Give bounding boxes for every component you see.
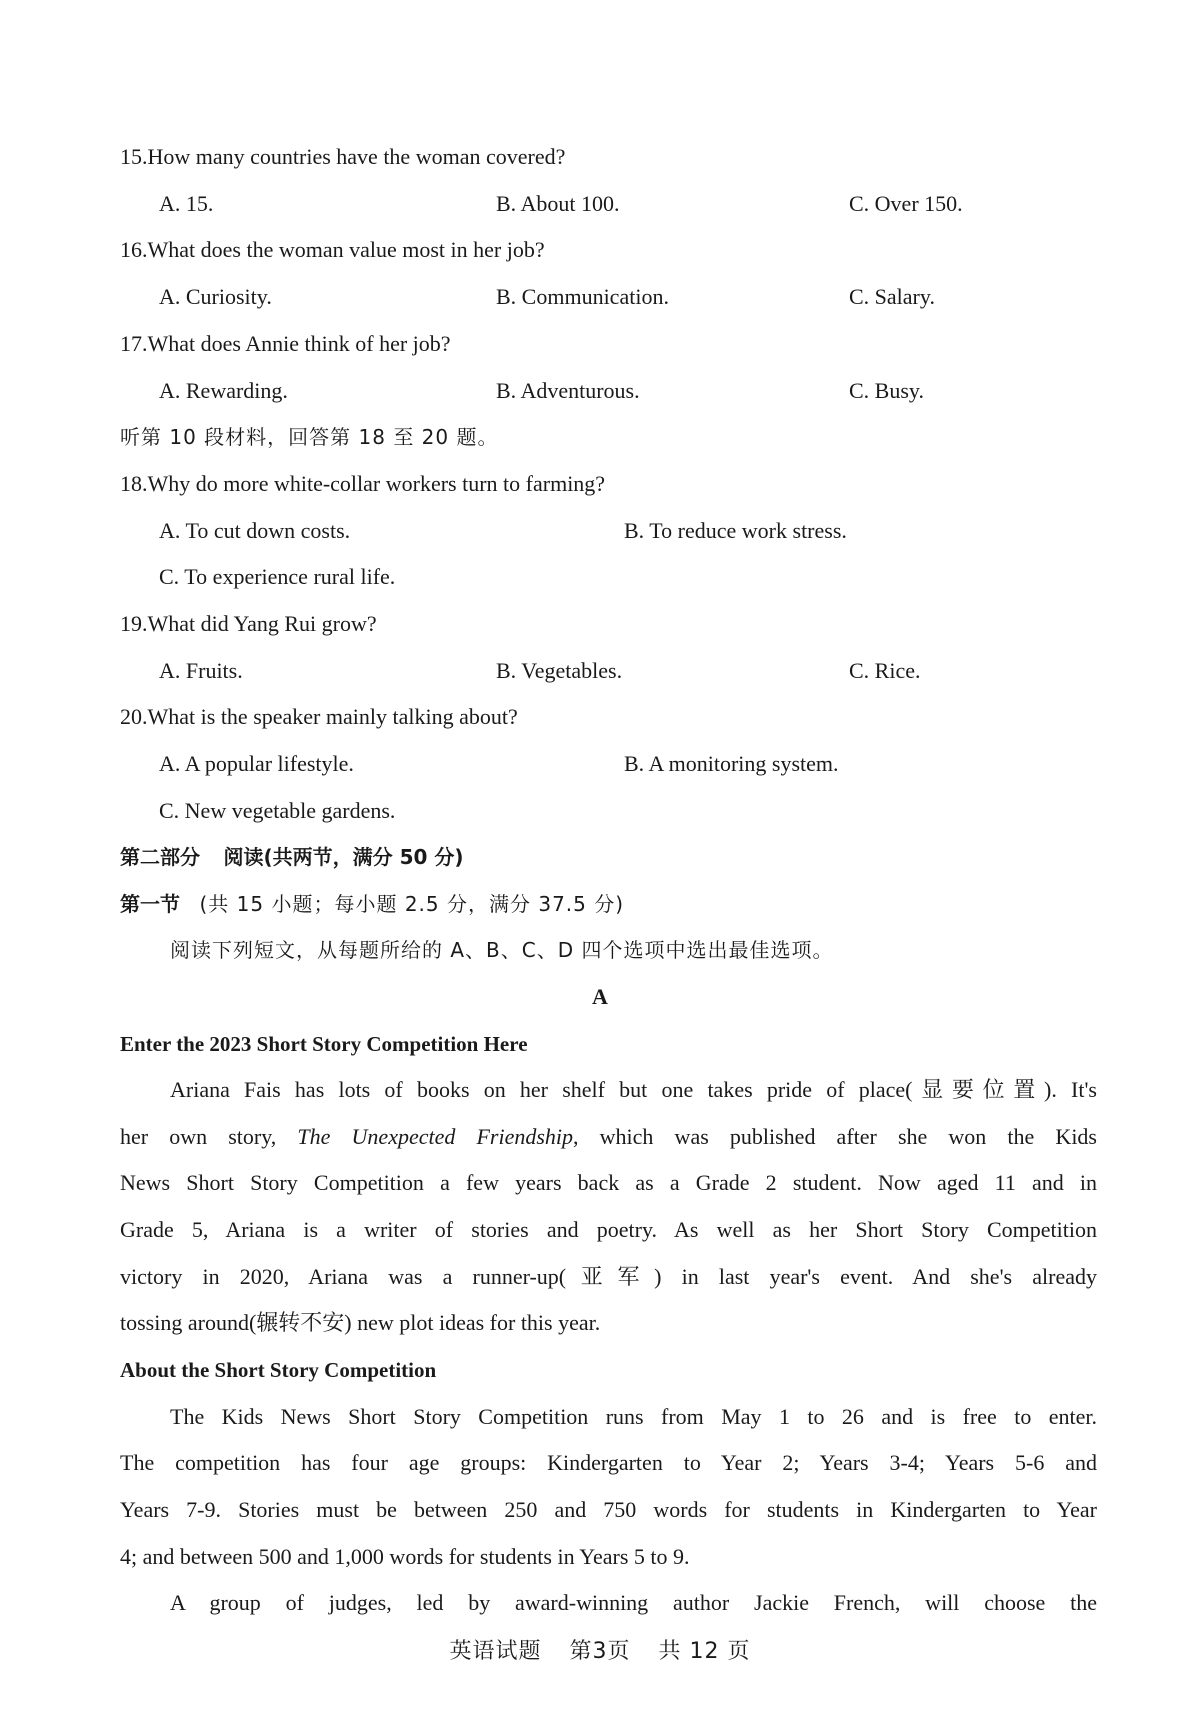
question-text: What did Yang Rui grow?: [147, 611, 377, 636]
paragraph-1-line-3: News Short Story Competition a few years back as a Grade 2 student. Now aged 11 and in: [120, 1170, 1097, 1195]
paragraph-1-line-6: tossing around(辗转不安) new plot ideas for this year.: [120, 1310, 601, 1335]
option-c[interactable]: C. Salary.: [849, 284, 935, 309]
question-number: 18.: [120, 471, 148, 496]
option-c[interactable]: C. Over 150.: [849, 191, 963, 216]
paragraph-1-line-2: [120, 1122, 1097, 1152]
reading-instruction: 阅读下列短文，从每题所给的 A、B、C、D 四个选项中选出最佳选项。: [170, 938, 834, 962]
option-c[interactable]: C. To experience rural life.: [159, 564, 396, 589]
question-number: 20.: [120, 704, 148, 729]
paragraph-1-line-5: victory in 2020, Ariana was a runner-up(亚军) in last year's event. And she's already: [120, 1264, 1097, 1289]
question-number: 16.: [120, 237, 148, 262]
option-b[interactable]: B. Vegetables.: [496, 658, 623, 683]
text-span: her own story,: [120, 1124, 298, 1149]
option-b[interactable]: B. To reduce work stress.: [624, 518, 847, 543]
section-subheading: About the Short Story Competition: [120, 1358, 437, 1382]
question-18: [120, 469, 605, 499]
option-a[interactable]: A. Rewarding.: [159, 378, 288, 403]
passage-label: A: [592, 984, 608, 1009]
story-title: The Unexpected Friendship: [297, 1124, 574, 1149]
option-a[interactable]: A. Fruits.: [159, 658, 243, 683]
option-b[interactable]: B. About 100.: [496, 191, 620, 216]
paragraph-3-line-1: A group of judges, led by award-winning author Jackie French, will choose the: [170, 1590, 1097, 1615]
section-heading: [120, 889, 624, 919]
option-c[interactable]: C. New vegetable gardens.: [159, 798, 396, 823]
question-text: How many countries have the woman covered?: [147, 144, 566, 169]
option-b[interactable]: B. A monitoring system.: [624, 751, 839, 776]
question-16: [120, 235, 545, 265]
option-b[interactable]: B. Communication.: [496, 284, 669, 309]
page-footer: [0, 1637, 1200, 1667]
section-description: (共 15 小题；每小题 2.5 分，满分 37.5 分): [199, 892, 625, 916]
paragraph-2-line-3: Years 7-9. Stories must be between 250 and 750 words for students in Kindergarten to Year: [120, 1497, 1097, 1522]
footer-page-number: 第3页: [569, 1639, 631, 1664]
question-number: 19.: [120, 611, 148, 636]
option-a[interactable]: A. 15.: [159, 191, 214, 216]
paragraph-1-line-1: Ariana Fais has lots of books on her shelf but one takes pride of place(显要位置). It's: [170, 1077, 1097, 1102]
option-c[interactable]: C. Busy.: [849, 378, 924, 403]
part-description: 阅读(共两节，满分 50 分): [223, 845, 464, 869]
question-17: [120, 329, 451, 359]
paragraph-2-line-1: The Kids News Short Story Competition runs from May 1 to 26 and is free to enter.: [170, 1404, 1097, 1429]
question-text: Why do more white-collar workers turn to farming?: [147, 471, 606, 496]
paragraph-2-line-2: The competition has four age groups: Kindergarten to Year 2; Years 3-4; Years 5-6 and: [120, 1450, 1097, 1475]
part-heading: [120, 842, 464, 872]
passage-heading: Enter the 2023 Short Story Competition Here: [120, 1032, 528, 1056]
paragraph-2-line-4: 4; and between 500 and 1,000 words for students in Years 5 to 9.: [120, 1544, 690, 1569]
option-b[interactable]: B. Adventurous.: [496, 378, 640, 403]
question-20: [120, 702, 518, 732]
option-a[interactable]: A. A popular lifestyle.: [159, 751, 354, 776]
text-span: , which was published after she won the Kids: [573, 1124, 1097, 1149]
section-title: 第一节: [120, 892, 180, 916]
question-19: [120, 609, 377, 639]
question-text: What is the speaker mainly talking about?: [147, 704, 518, 729]
footer-total-pages: 共 12 页: [658, 1639, 751, 1664]
paragraph-1-line-4: Grade 5, Ariana is a writer of stories and poetry. As well as her Short Story Competition: [120, 1217, 1097, 1242]
footer-subject: 英语试题: [449, 1639, 542, 1664]
question-15: [120, 142, 565, 172]
option-a[interactable]: A. Curiosity.: [159, 284, 272, 309]
option-a[interactable]: A. To cut down costs.: [159, 518, 351, 543]
question-text: What does the woman value most in her job?: [147, 237, 545, 262]
option-c[interactable]: C. Rice.: [849, 658, 921, 683]
question-number: 17.: [120, 331, 148, 356]
question-text: What does Annie think of her job?: [147, 331, 451, 356]
question-number: 15.: [120, 144, 148, 169]
part-title: 第二部分: [120, 845, 200, 869]
listening-instruction: 听第 10 段材料，回答第 18 至 20 题。: [120, 425, 499, 449]
